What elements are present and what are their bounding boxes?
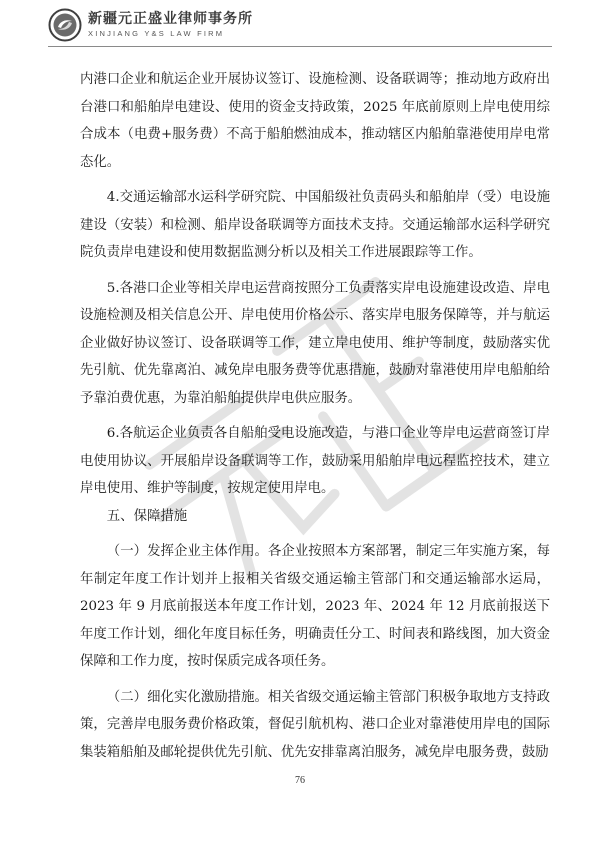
page-number: 76 (295, 775, 305, 786)
firm-name-en: XINJIANG Y&S LAW FIRM (88, 29, 225, 39)
firm-logo-icon (48, 8, 82, 42)
section-heading: 五、保障措施 (106, 508, 188, 524)
paragraph-item-4: 4.交通运输部水运科学研究院、中国船级社负责码头和船舶岸（受）电设施建设（安装）和检测、船岸设备联调等方面技术支持。交通运输部水运科学研究院负责岸电建设和使用数据监测分析以及相关工作进展跟踪等工作。 (80, 190, 550, 260)
paragraph-measure-2: （二）细化实化激励措施。相关省级交通运输主管部门积极争取地方支持政策，完善岸电服务费价格政策，督促引航机构、港口企业对靠港使用岸电的国际集装箱船舶及邮轮提供优先引航、优先安排靠离泊服务，减免岸电服务费，鼓励 (80, 689, 550, 760)
header-divider (48, 46, 552, 47)
document-body (80, 66, 550, 766)
page-header (48, 8, 308, 42)
paragraph-item-6: 6.各航运企业负责各自船舶受电设施改造，与港口企业等岸电运营商签订岸电使用协议、开展船岸设备联调等工作，鼓励采用船舶岸电远程监控技术，建立岸电使用、维护等制度，按规定使用岸电。 (80, 426, 550, 496)
paragraph-measure-1: （一）发挥企业主体作用。各企业按照本方案部署，制定三年实施方案，每年制定年度工作计划并上报相关省级交通运输主管部门和交通运输部水运局，2023 年 9 月底前报送本年度工作计划，2023 年、2024 年 12 月底前报送下年度工作计划，细化年度目标任务，明确责任分工、时间表和路线图，加大资金保障和工作力度，按时保质完成各项任务。 (80, 544, 550, 669)
paragraph-continuation: 内港口企业和航运企业开展协议签订、设施检测、设备联调等；推动地方政府出台港口和船舶岸电建设、使用的资金支持政策，2025 年底前原则上岸电使用综合成本（电费+服务费）不高于船舶燃油成本，推动辖区内船舶靠港使用岸电常态化。 (80, 72, 550, 170)
paragraph-item-5: 5.各港口企业等相关岸电运营商按照分工负责落实岸电设施建设改造、岸电设施检测及相关信息公开、岸电使用价格公示、落实岸电服务保障等，并与航运企业做好协议签订、设备联调等工作，建立岸电使用、维护等制度，鼓励落实优先引航、优先靠离泊、减免岸电服务费等优惠措施，鼓励对靠港使用岸电船舶给予靠泊费优惠，为靠泊船舶提供岸电供应服务。 (80, 280, 550, 406)
firm-name-cn: 新疆元正盛业律师事务所 (88, 11, 253, 28)
